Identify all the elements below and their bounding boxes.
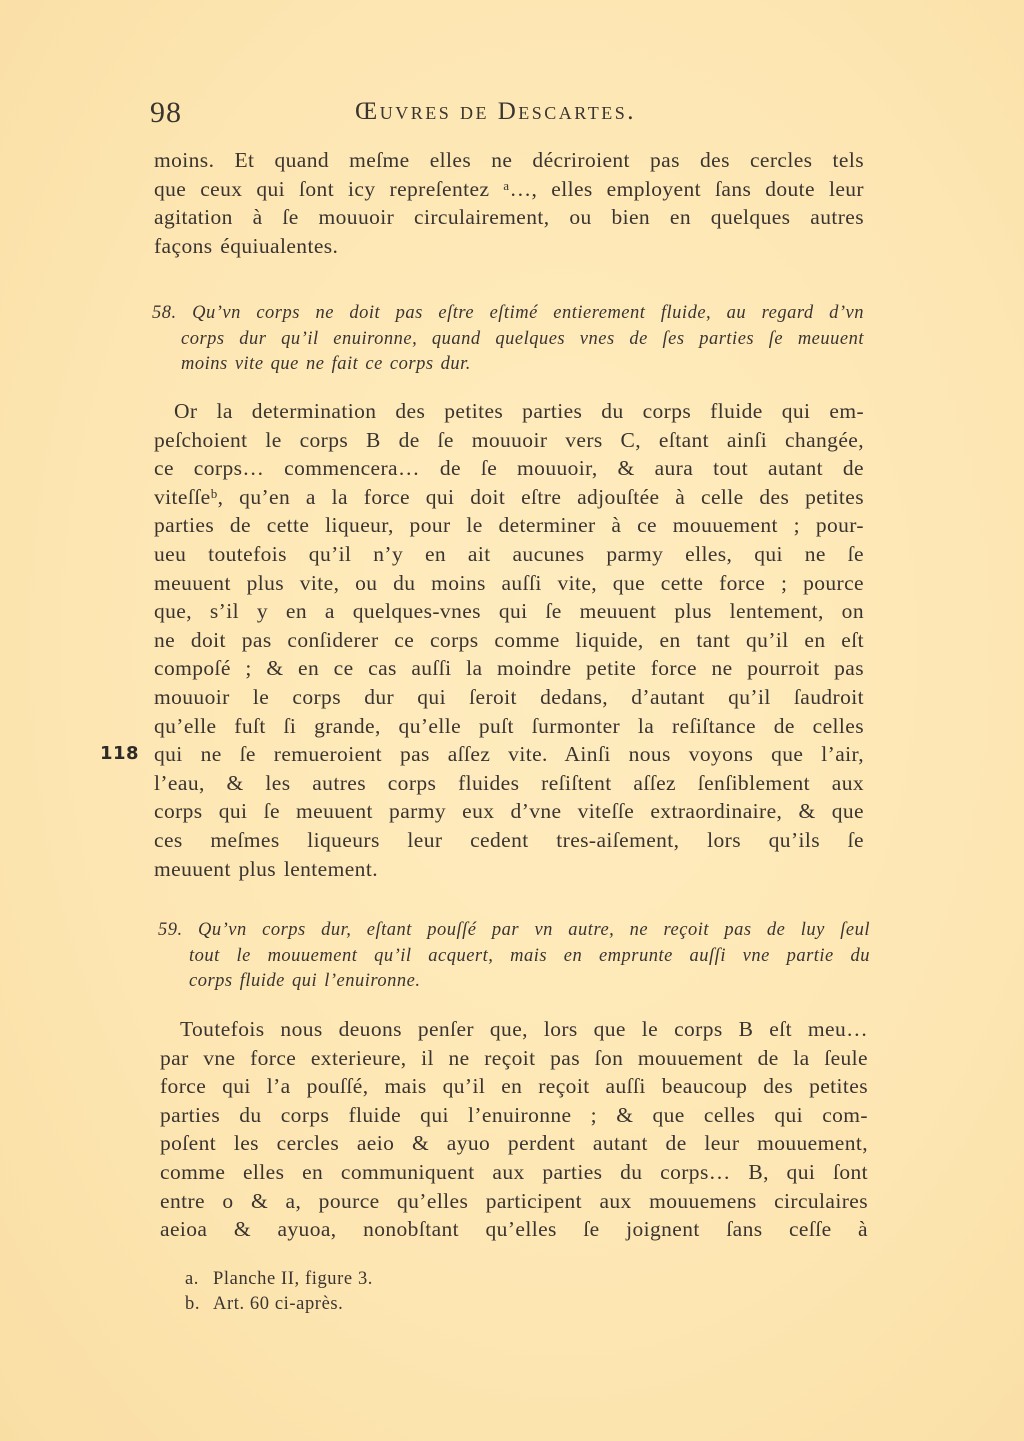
article-59-heading (158, 918, 870, 995)
heading-line: 59. Qu’vn corps dur, eſtant pouſſé par vn autre, ne reçoit pas de luy ſeul (158, 920, 870, 940)
footnote-mark: a. (185, 1269, 200, 1289)
heading-line: corps dur qu’il enuironne, quand quelques vnes de ſes parties ſe meuuent (181, 328, 864, 349)
text-line: agitation à ſe mouuoir circulairement, ou bien en quelques autres (154, 205, 864, 230)
margin-page-reference: 118 (100, 743, 140, 764)
running-title: Œuvres de Descartes. (355, 98, 636, 125)
text-line: ce corps… commencera… de ſe mouuoir, & aura tout autant de (154, 456, 864, 481)
article-59-body (160, 1015, 868, 1244)
heading-line: tout le mouuement qu’il acquert, mais en emprunte auſſi vne partie du (189, 945, 870, 966)
footnote (185, 1267, 373, 1292)
text-line: aeioa & ayuoa, nonobſtant qu’elles ſe joignent ſans ceſſe à (160, 1217, 868, 1242)
text-line: peſchoient le corps B de ſe mouuoir vers C, eſtant ainſi changée, (154, 427, 864, 452)
text-line: l’eau, & les autres corps fluides reſiſtent aſſez ſenſiblement aux (154, 770, 864, 795)
footnote-mark: b. (185, 1294, 201, 1314)
text-line: Toutefois nous deuons penſer que, lors que le corps B eſt meu… (180, 1017, 868, 1041)
heading-line: 58. Qu’vn corps ne doit pas eſtre eſtimé entierement fluide, au regard d’vn (152, 303, 864, 323)
text-line: ueu toutefois qu’il n’y en ait aucunes parmy elles, qui ne ſe (154, 541, 864, 566)
text-line: comme elles en communiquent aux parties du corps… B, qui ſont (160, 1159, 868, 1184)
footnote-text: Art. 60 ci-après. (213, 1294, 344, 1314)
text-line: meuuent plus lentement. (154, 856, 378, 881)
heading-line: moins vite que ne fait ce corps dur. (181, 354, 471, 375)
text-line: par vne force exterieure, il ne reçoit pas ſon mouuement de la ſeule (160, 1045, 868, 1070)
text-line: moins. Et quand meſme elles ne décriroient pas des cercles tels (154, 148, 864, 172)
footnote-text: Planche II, figure 3. (213, 1269, 374, 1289)
text-line: qu’elle fuſt ſi grande, qu’elle puſt ſurmonter la reſiſtance de celles (154, 713, 864, 738)
article-58-body (154, 397, 864, 883)
text-line: parties du corps fluide qui l’enuironne ; & que celles qui com- (160, 1102, 868, 1127)
text-line: que ceux qui ſont icy repreſentez ᵃ…, elles employent ſans doute leur (154, 176, 864, 201)
heading-line: corps fluide qui l’enuironne. (189, 971, 421, 992)
text-line: ne doit pas conſiderer ce corps comme liquide, en tant qu’il en eſt (154, 627, 864, 652)
text-line: qui ne ſe remueroient pas aſſez vite. Ainſi nous voyons que l’air, (154, 742, 864, 767)
continuation-paragraph (154, 146, 864, 260)
text-line: mouuoir le corps dur qui ſeroit dedans, d’autant qu’il ſaudroit (154, 684, 864, 709)
text-line: poſent les cercles aeio & ayuo perdent autant de leur mouuement, (160, 1131, 868, 1156)
article-58-heading (152, 301, 864, 378)
page-header (150, 96, 890, 140)
text-line: ces meſmes liqueurs leur cedent tres-aiſement, lors qu’ils ſe (154, 827, 864, 852)
page-number: 98 (150, 96, 182, 129)
text-line: parties de cette liqueur, pour le determiner à ce mouuement ; pour- (154, 513, 864, 538)
footnote (185, 1292, 373, 1317)
text-line: meuuent plus vite, ou du moins auſſi vite, que cette force ; pource (154, 570, 864, 595)
text-line: corps qui ſe meuuent parmy eux d’vne viteſſe extraordinaire, & que (154, 799, 864, 824)
footnotes (185, 1267, 373, 1317)
text-line: Or la determination des petites parties du corps fluide qui em- (174, 399, 864, 423)
text-line: entre o & a, pource qu’elles participent aux mouuemens circulaires (160, 1188, 868, 1213)
text-line: façons équiualentes. (154, 233, 339, 258)
text-line: compoſé ; & en ce cas auſſi la moindre petite force ne pourroit pas (154, 656, 864, 681)
text-line: force qui l’a pouſſé, mais qu’il en reçoit auſſi beaucoup des petites (160, 1074, 868, 1099)
text-line: que, s’il y en a quelques-vnes qui ſe meuuent plus lentement, on (154, 599, 864, 624)
text-line: viteſſeᵇ, qu’en a la force qui doit eſtre adjouſtée à celle des petites (154, 484, 864, 509)
